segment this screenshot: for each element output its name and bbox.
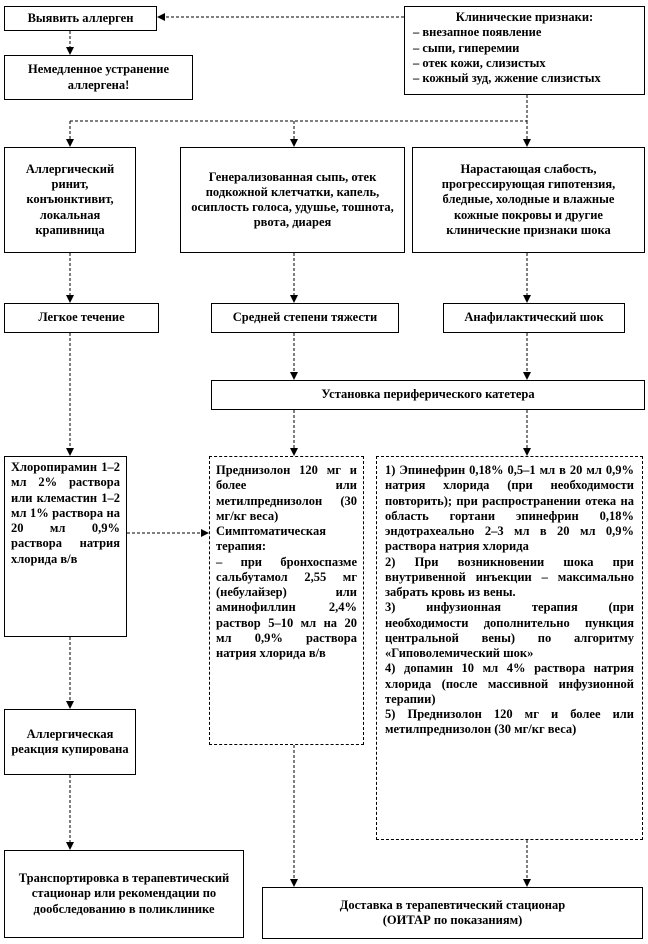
clinical-sign-item: – отек кожи, слизистых — [413, 55, 546, 70]
reaction-stopped-box — [4, 709, 136, 775]
clinical-signs-list — [413, 25, 636, 86]
remove-allergen-box — [4, 6, 157, 31]
severity-shock-box — [443, 303, 625, 333]
severity-moderate-box — [211, 303, 399, 333]
transport-mild-text: Транспортировка в терапевтический стационар или рекомендации по дообследованию в поликлинике — [18, 871, 230, 916]
remove-allergen-text: Выявить аллерген — [27, 10, 134, 25]
clinical-signs-box — [404, 6, 645, 95]
catheter-box — [211, 380, 645, 410]
treatment-moderate-para: Преднизолон 120 мг и более или метилпреднизолон (30 мг/кг веса) — [216, 463, 357, 523]
clinical-sign-item: – кожный зуд, жжение слизистых — [413, 71, 601, 85]
treatment-mild-text: Хлоропирамин 1–2 мл 2% раствора или клемастин 1–2 мл 1% раствора на 20 мл 0,9% раствора натрия хлорида в/в — [11, 460, 120, 566]
delivery-note: (ОИТАР по показаниям) — [382, 913, 523, 927]
treatment-shock-step: 5) Преднизолон 120 мг и более или метилпреднизолон (30 мг/кг веса) — [385, 707, 634, 737]
immediate-removal-box — [4, 55, 193, 100]
treatment-shock-step: 3) инфузионная терапия (при необходимости дополнительно пункция центральной вены) по алгоритму «Гиповолемический шок» — [385, 600, 634, 660]
delivery-box — [262, 887, 643, 939]
treatment-shock-box — [376, 456, 643, 840]
clinical-signs-title: Клинические признаки: — [455, 10, 594, 24]
clinical-sign-item: – сыпи, гиперемии — [413, 40, 520, 55]
treatment-shock-step: 1) Эпинефрин 0,18% 0,5–1 мл в 20 мл 0,9% натрия хлорида (при необходимости повторить); при распространении отека на область гортани эпинефрин 0,18% эндотрахеально 2–3 мл в 20 мл 0,9% раствора натрия хлорида — [385, 463, 634, 554]
catheter-text: Установка периферического катетера — [321, 387, 535, 402]
symptoms-middle-box — [180, 147, 405, 253]
treatment-moderate-para: – при бронхоспазме сальбутамол 2,55 мг (небулайзер) или аминофиллин 2,4% раствор 5–10 мл на 20 мл 0,9% раствора натрия хлорида в/в — [216, 554, 357, 660]
severity-mild-text: Легкое течение — [38, 310, 125, 325]
symptoms-left-box — [4, 147, 136, 253]
symptoms-right-box — [412, 147, 645, 253]
delivery-title: Доставка в терапевтический стационар — [339, 897, 566, 912]
symptoms-right-text: Нарастающая слабость, прогрессирующая гипотензия, бледные, холодные и влажные кожные покровы и другие клинические признаки шока — [441, 161, 616, 237]
treatment-shock-step: 2) При возникновении шока при внутривенной инъекции – максимально забрать кровь из вены. — [385, 554, 634, 599]
symptoms-left-text: Аллергический ринит, конъюнктивит, локальная крапивница — [25, 161, 115, 237]
severity-moderate-text: Средней степени тяжести — [232, 310, 378, 325]
clinical-sign-item: – внезапное появление — [413, 25, 542, 40]
severity-mild-box — [4, 303, 159, 333]
severity-shock-text: Анафилактический шок — [464, 310, 604, 325]
immediate-removal-text: Немедленное устранение аллергена! — [28, 62, 169, 92]
treatment-moderate-box — [209, 456, 364, 745]
transport-mild-box — [4, 850, 244, 938]
treatment-moderate-para: Симптоматическая терапия: — [216, 524, 326, 554]
treatment-mild-box — [4, 456, 127, 637]
treatment-shock-step: 4) допамин 10 мл 4% раствора натрия хлорида (после массивной инфузионной терапии) — [385, 661, 634, 706]
reaction-stopped-text: Аллергическая реакция купирована — [11, 726, 129, 756]
symptoms-middle-text: Генерализованная сыпь, отек подкожной клетчатки, капель, осиплость голоса, удушье, тошнота, рвота, диарея — [191, 169, 394, 230]
